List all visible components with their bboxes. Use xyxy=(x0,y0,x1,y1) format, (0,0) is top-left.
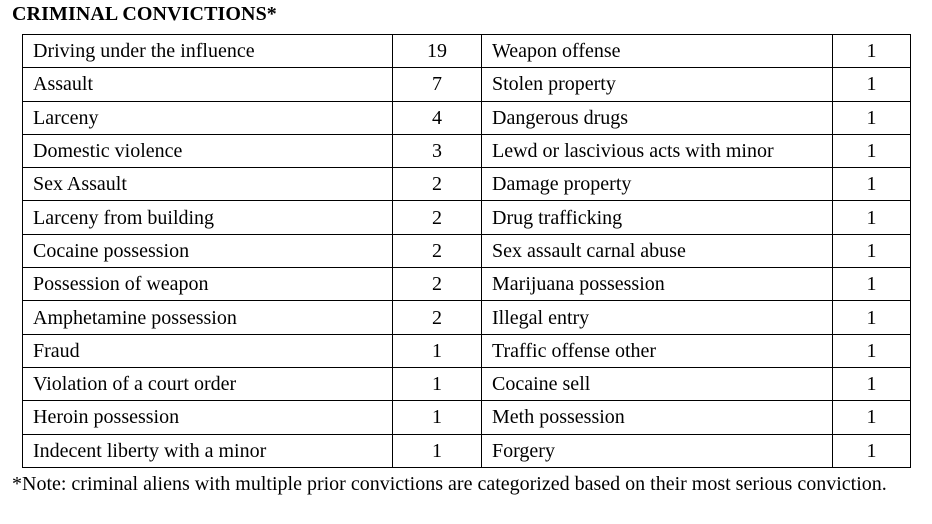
offense-cell: Violation of a court order xyxy=(23,367,393,400)
offense-cell: Drug trafficking xyxy=(482,201,833,234)
count-cell: 1 xyxy=(393,334,482,367)
offense-cell: Lewd or lascivious acts with minor xyxy=(482,134,833,167)
count-cell: 1 xyxy=(833,168,911,201)
table-row xyxy=(23,268,911,301)
offense-cell: Larceny from building xyxy=(23,201,393,234)
table-row xyxy=(23,301,911,334)
table-row xyxy=(23,35,911,68)
footnote: *Note: criminal aliens with multiple prior convictions are categorized based on their most serious conviction. xyxy=(12,473,887,495)
count-cell: 1 xyxy=(833,434,911,467)
count-cell: 1 xyxy=(833,367,911,400)
count-cell: 1 xyxy=(393,434,482,467)
count-cell: 2 xyxy=(393,168,482,201)
table-row xyxy=(23,367,911,400)
offense-cell: Weapon offense xyxy=(482,35,833,68)
offense-cell: Sex assault carnal abuse xyxy=(482,234,833,267)
offense-cell: Possession of weapon xyxy=(23,268,393,301)
table-row xyxy=(23,401,911,434)
count-cell: 2 xyxy=(393,201,482,234)
count-cell: 19 xyxy=(393,35,482,68)
table-row xyxy=(23,334,911,367)
count-cell: 2 xyxy=(393,234,482,267)
count-cell: 3 xyxy=(393,134,482,167)
offense-cell: Larceny xyxy=(23,101,393,134)
offense-cell: Assault xyxy=(23,68,393,101)
count-cell: 1 xyxy=(833,301,911,334)
convictions-table-body xyxy=(23,35,911,468)
document-title: CRIMINAL CONVICTIONS* xyxy=(12,3,277,25)
offense-cell: Stolen property xyxy=(482,68,833,101)
convictions-table xyxy=(22,34,911,468)
offense-cell: Cocaine possession xyxy=(23,234,393,267)
table-row xyxy=(23,168,911,201)
count-cell: 1 xyxy=(833,234,911,267)
count-cell: 1 xyxy=(833,101,911,134)
offense-cell: Sex Assault xyxy=(23,168,393,201)
count-cell: 4 xyxy=(393,101,482,134)
table-row xyxy=(23,134,911,167)
count-cell: 1 xyxy=(833,68,911,101)
table-row xyxy=(23,101,911,134)
table-row xyxy=(23,234,911,267)
offense-cell: Driving under the influence xyxy=(23,35,393,68)
count-cell: 1 xyxy=(833,334,911,367)
table-row xyxy=(23,201,911,234)
offense-cell: Domestic violence xyxy=(23,134,393,167)
offense-cell: Meth possession xyxy=(482,401,833,434)
offense-cell: Traffic offense other xyxy=(482,334,833,367)
offense-cell: Dangerous drugs xyxy=(482,101,833,134)
count-cell: 7 xyxy=(393,68,482,101)
offense-cell: Forgery xyxy=(482,434,833,467)
offense-cell: Damage property xyxy=(482,168,833,201)
count-cell: 1 xyxy=(393,401,482,434)
offense-cell: Illegal entry xyxy=(482,301,833,334)
offense-cell: Heroin possession xyxy=(23,401,393,434)
count-cell: 2 xyxy=(393,268,482,301)
count-cell: 1 xyxy=(833,268,911,301)
offense-cell: Fraud xyxy=(23,334,393,367)
offense-cell: Marijuana possession xyxy=(482,268,833,301)
count-cell: 1 xyxy=(833,201,911,234)
offense-cell: Amphetamine possession xyxy=(23,301,393,334)
table-row xyxy=(23,434,911,467)
count-cell: 1 xyxy=(833,35,911,68)
offense-cell: Cocaine sell xyxy=(482,367,833,400)
count-cell: 1 xyxy=(393,367,482,400)
offense-cell: Indecent liberty with a minor xyxy=(23,434,393,467)
count-cell: 1 xyxy=(833,401,911,434)
count-cell: 1 xyxy=(833,134,911,167)
count-cell: 2 xyxy=(393,301,482,334)
table-row xyxy=(23,68,911,101)
